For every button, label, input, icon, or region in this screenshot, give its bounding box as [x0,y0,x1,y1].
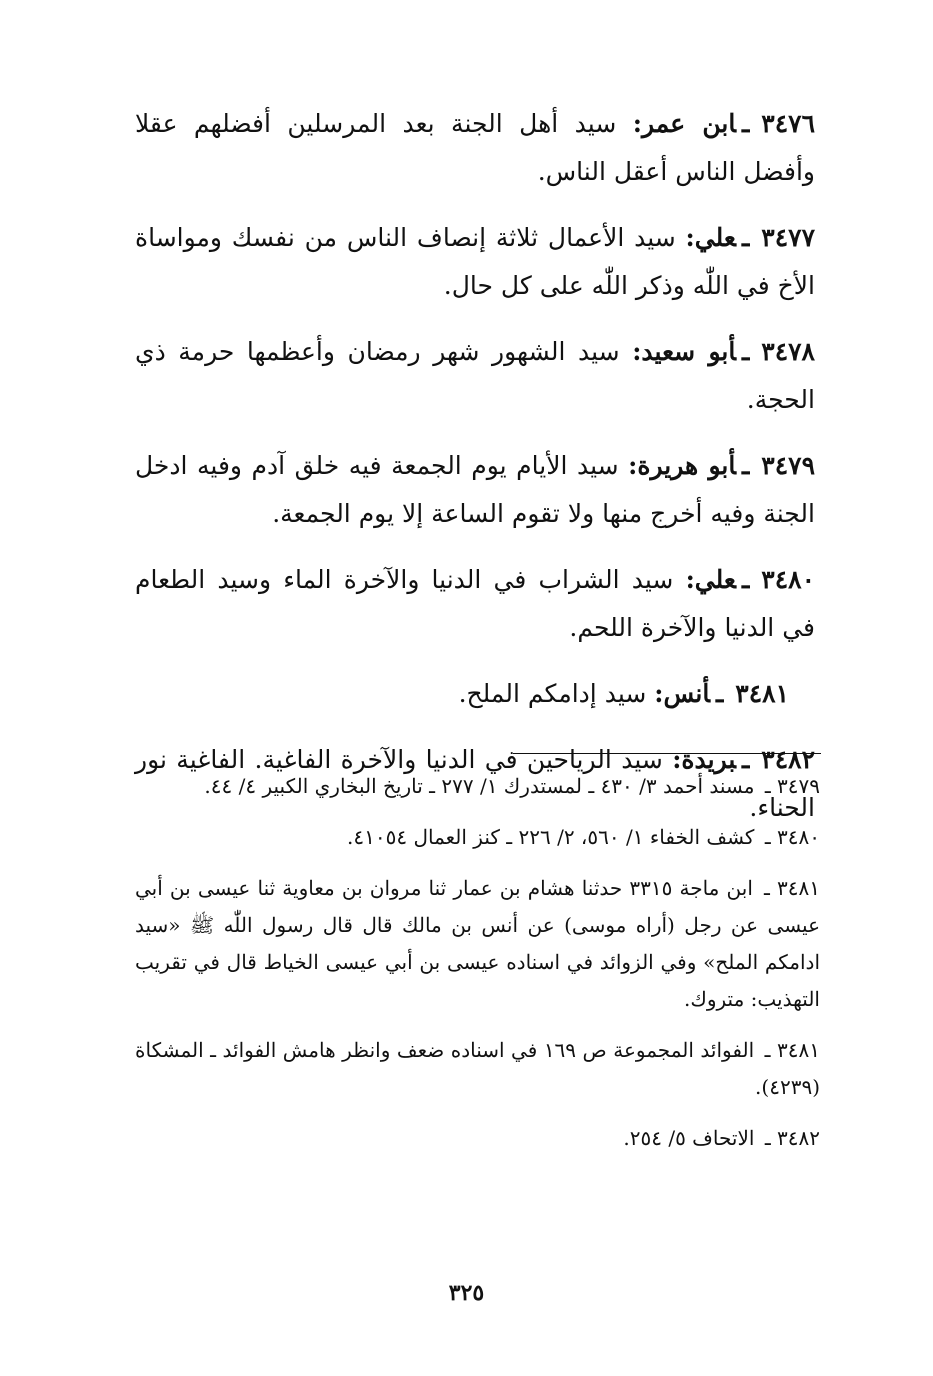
footnote-divider [513,753,821,754]
entry-3479 [135,442,815,538]
entry-dash: ـ [741,565,750,594]
entry-narrator: أبو سعيد: [632,337,736,366]
entry-dash: ـ [741,451,750,480]
entry-dash: ـ [715,679,724,708]
footnote-text: مسند أحمد ٣/ ٤٣٠ ـ لمستدرك ١/ ٢٧٧ ـ تاريخ البخاري الكبير ٤/ ٤٤. [204,774,755,798]
entry-3477 [135,214,815,310]
entry-narrator: أبو هريرة: [628,451,736,480]
footnote-text: الفوائد المجموعة ص ١٦٩ في اسناده ضعف وانظر هامش الفوائد ـ المشكاة (٤٢٣٩). [135,1038,820,1099]
entry-dash: ـ [741,745,750,774]
footnote-number: ٣٤٨٢ ـ [764,1126,820,1150]
footnotes [135,768,820,1171]
footnote-number: ٣٤٧٩ ـ [764,774,820,798]
entry-text: سيد الرياحين في الدنيا والآخرة الفاغية. الفاغية نور الحناء. [135,745,815,822]
page-number: ٣٢٥ [448,1280,485,1306]
entry-dash: ـ [741,223,750,252]
entry-narrator: علي: [685,565,736,594]
entry-3480 [135,556,815,652]
entry-number: ٣٤٧٧ [761,223,815,252]
footnote-3482 [135,1120,820,1157]
entry-text: سيد الأعمال ثلاثة إنصاف الناس من نفسك ومواساة الأخ في اللّٰه وذكر اللّٰه على كل حال. [135,223,815,300]
footnote-number: ٣٤٨١ ـ [764,1038,821,1062]
entry-narrator: علي: [685,223,736,252]
entry-3481 [135,670,815,718]
entry-number: ٣٤٧٦ [761,109,816,138]
entry-number: ٣٤٨١ [735,679,789,708]
footnote-text: ابن ماجة ٣٣١٥ حدثنا هشام بن عمار ثنا مروان بن معاوية ثنا عيسى بن أبي عيسى عن رجل (أراه موسى) عن أنس بن مالك قال قال رسول اللّٰه ﷺ «سيد ادامكم الملح» وفي الزوائد في اسناده عيسى بن أبي عيسى الخياط قال في تقريب التهذيب: متروك. [135,876,820,1011]
footnote-3480 [135,819,820,856]
footnote-text: الاتحاف ٥/ ٢٥٤. [623,1126,755,1150]
entry-text: سيد إدامكم الملح. [458,679,647,708]
entry-text: سيد أهل الجنة بعد المرسلين أفضلهم عقلا وأفضل الناس أعقل الناس. [135,109,815,186]
entry-number: ٣٤٨٠ [761,565,816,594]
entry-number: ٣٤٧٩ [761,451,816,480]
entry-narrator: ابن عمر: [632,109,736,138]
footnote-3481-b [135,1032,820,1106]
entry-3478 [135,328,815,424]
entry-dash: ـ [741,109,750,138]
main-text [135,100,815,850]
entry-number: ٣٤٧٨ [761,337,815,366]
footnote-number: ٣٤٨١ ـ [764,876,820,900]
footnote-3481-a [135,870,820,1018]
footnote-3479 [135,768,820,805]
footnote-number: ٣٤٨٠ ـ [764,825,820,849]
entry-number: ٣٤٨٢ [761,745,815,774]
entry-dash: ـ [741,337,750,366]
entry-narrator: بريدة: [672,745,736,774]
entry-narrator: أنس: [654,679,710,708]
entry-text: سيد الشراب في الدنيا والآخرة الماء وسيد الطعام في الدنيا والآخرة اللحم. [135,565,815,642]
footnote-text: كشف الخفاء ١/ ٥٦٠، ٢/ ٢٢٦ ـ كنز العمال ٤١٠٥٤. [347,825,755,849]
entry-text: سيد الشهور شهر رمضان وأعظمها حرمة ذي الحجة. [135,337,815,414]
entry-3476 [135,100,815,196]
entry-text: سيد الأيام يوم الجمعة فيه خلق آدم وفيه ادخل الجنة وفيه أخرج منها ولا تقوم الساعة إلا يوم الجمعة. [135,451,815,528]
